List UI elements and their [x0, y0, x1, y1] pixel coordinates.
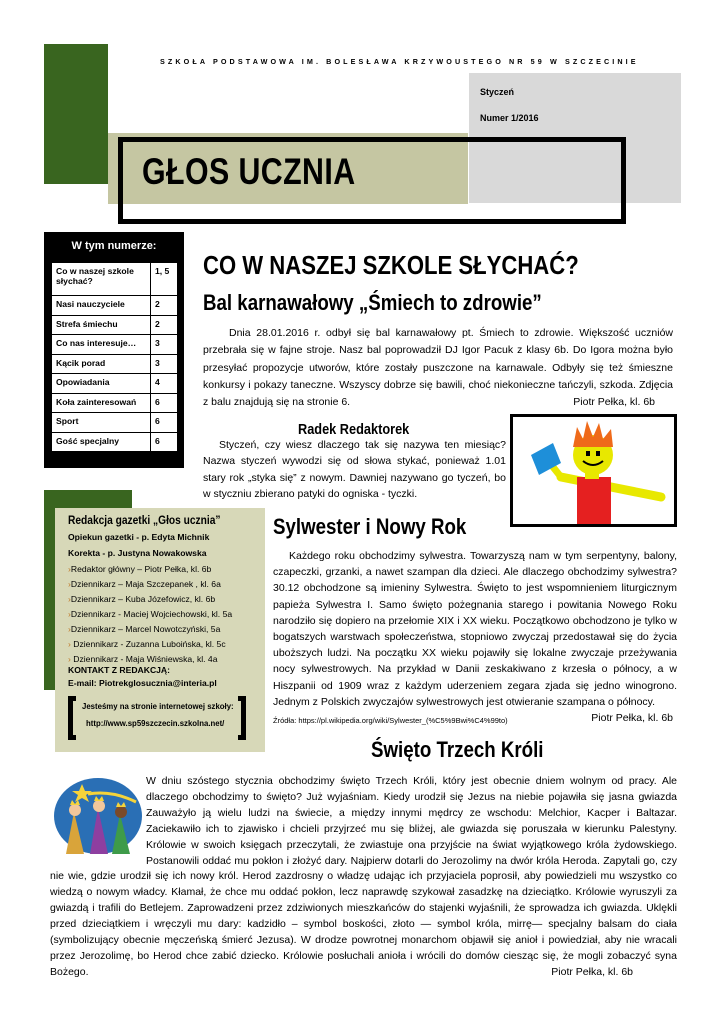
bracket-left: [68, 696, 76, 740]
bullet-icon: ›: [68, 609, 71, 619]
staff-member: [68, 594, 215, 604]
toc-row[interactable]: [52, 315, 178, 335]
staff-member-text: Dziennikarz – Maja Szczepanek , kl. 6a: [70, 579, 221, 589]
kings-text: W dniu szóstego stycznia obchodzimy święto Trzech Króli, który jest obecnie dniem wolnym od pracy. Ale dlaczego obchodzimy to święto? Już wyjaśniam. Kiedy urodził się Jezus na niebie pojawiła się jasna gwiazda Zauważyło ją wielu ludzi na świecie, a między innymi mędrcy ze wschodu: Melchior, Kacper i Baltazar. Zaciekawiło ich to zjawisko i chcieli przyjrzeć mu się bliżej, ale gwiazda się poruszała w kierunku Palestyny. Królowie w swoich księgach przeczytali, że zwiastuje ona przyjście na świat wyjątkowego króla żydowskiego. Postanowili oddać mu pokłon i złożyć dary. Najpierw dotarli do Jerozolimy na dwór króla Heroda. Zapytali go, czy nie wie, gdzie urodził się ich nowy król. Herod zazdrosny o władzę udając ich przyjaciela poprosił, aby powiedzieli mu wszystko co wiedzą o nowym władcy. Kłamał, że chce mu oddać pokłon, lecz naprawdę szykował zasadzkę na dzieciątko. Królowie wyruszyli za gwiazdą i trafili do Betlejem. Zaprowadzeni przez zdziwionych mieszkańców do stajenki wyjaśnili, że sprowadza ich gwiazda. Uklękli przed dzieciątkiem i wręczyli mu dary: kadzidło – symbol boskości, złoto — symbol króla, mirrę— specjalny balsam do ciała (symbolizujący obecnie męczeńską śmierć Jezusa). W drodze powrotnej monarchom objawił się anioł i powiedział, aby nie wracali przez Jerozolimę, bo Herod chce zabić dziecko. Królowie posłuchali anioła i wrócili do domów ciesząc się, że mogli zobaczyć syna Bożego.: [50, 775, 677, 978]
radek-heading: Radek Redaktorek: [298, 421, 410, 438]
toc-item-label: Gość specjalny: [52, 432, 151, 452]
website-label: Jesteśmy na stronie internetowej szkoły:: [82, 702, 234, 711]
toc-item-label: Strefa śmiechu: [52, 315, 151, 335]
contact-title: KONTAKT Z REDAKCJĄ:: [68, 665, 171, 675]
toc-item-page: 2: [151, 315, 178, 335]
staff-member-text: Dziennikarz - Maciej Wojciechowski, kl. 5a: [70, 609, 233, 619]
staff-member-text: Redaktor główny – Piotr Pełka, kl. 6b: [70, 564, 212, 574]
toc-row[interactable]: [52, 393, 178, 413]
toc-row[interactable]: [52, 432, 178, 452]
sidebar-korekta: Korekta - p. Justyna Nowakowska: [68, 548, 207, 558]
sylwester-heading: Sylwester i Nowy Rok: [273, 514, 467, 539]
contact-email[interactable]: E-mail: Piotrekglosucznia@interia.pl: [68, 678, 217, 688]
sylwester-signature: Piotr Pełka, kl. 6b: [591, 712, 673, 725]
issue-month: Styczeń: [480, 87, 515, 97]
toc-item-page: 1, 5: [151, 263, 178, 296]
website-link[interactable]: http://www.sp59szczecin.szkolna.net/: [86, 719, 225, 728]
sidebar-title: Redakcja gazetki „Głos ucznia”: [68, 513, 221, 527]
kings-article: [50, 774, 677, 981]
bullet-icon: ›: [68, 624, 71, 634]
toc-item-page: 2: [151, 296, 178, 316]
toc-row[interactable]: [52, 335, 178, 355]
toc-row[interactable]: [52, 374, 178, 394]
kings-heading: Święto Trzech Króli: [371, 737, 544, 762]
staff-member: [68, 609, 232, 619]
bullet-icon: ›: [68, 564, 71, 574]
section-heading: CO W NASZEJ SZKOLE SŁYCHAĆ?: [203, 250, 579, 280]
staff-member: [68, 579, 221, 589]
bracket-right: [238, 696, 246, 740]
kings-signature: Piotr Pełka, kl. 6b: [551, 965, 633, 978]
issue-number: Numer 1/2016: [480, 113, 539, 123]
bullet-icon: ›: [68, 579, 71, 589]
sylwester-article: [273, 548, 677, 726]
radek-text: Styczeń, czy wiesz dlaczego tak się nazywa ten miesiąc? Nazwa styczeń wywodzi się od słowa stykać, ponieważ 1.01 stary rok „styka się” z nowym. Dawniej nazywano go tyczeń, bo w styczniu zbierano patyki do ogniska - tyczki.: [203, 439, 506, 501]
toc-item-page: 4: [151, 374, 178, 394]
toc-row[interactable]: [52, 296, 178, 316]
toc-item-label: Co w naszej szkole słychać?: [52, 263, 151, 296]
toc-table: [51, 262, 178, 452]
toc-item-page: 6: [151, 432, 178, 452]
toc-item-page: 3: [151, 335, 178, 355]
header-green-block: [44, 44, 108, 184]
source-note: Źródła: https://pl.wikipedia.org/wiki/Sylwester_(%C5%9Bwi%C4%99to): [273, 716, 508, 725]
staff-member: [68, 624, 220, 634]
staff-member: [68, 639, 226, 649]
toc-item-label: Opowiadania: [52, 374, 151, 394]
toc-item-label: Co nas interesuje…: [52, 335, 151, 355]
toc-item-label: Koła zainteresowań: [52, 393, 151, 413]
bullet-icon: ›: [68, 639, 71, 649]
toc-row[interactable]: [52, 413, 178, 433]
staff-member-text: Dziennikarz – Kuba Józefowicz, kl. 6b: [70, 594, 216, 604]
toc-item-page: 6: [151, 413, 178, 433]
toc-item-page: 3: [151, 354, 178, 374]
bal-article: [203, 325, 673, 411]
sidebar-opiekun: Opiekun gazetki - p. Edyta Michnik: [68, 532, 210, 542]
toc-row[interactable]: [52, 354, 178, 374]
bal-text: Dnia 28.01.2016 r. odbył się bal karnawałowy pt. Śmiech to zdrowie. Większość uczniów przebrała się w fajne stroje. Nasz bal poprowadził DJ Igor Pacuk z klasy 6b. Do Igora można było przesyłać propozycje utworów, które zostały puszczone na karnawale. Odbyły się też śmieszne konkursy i pokazy taneczne. Wszyscy dobrze się bawili, choć niekonieczne tańczyli, szkoda. Zdjęcia z balu znajdują się na stronie 6.: [203, 327, 673, 409]
toc-row[interactable]: [52, 263, 178, 296]
toc-item-page: 6: [151, 393, 178, 413]
staff-member: [68, 564, 211, 574]
bullet-icon: ›: [68, 654, 71, 664]
sylwester-text: Każdego roku obchodzimy sylwestra. Towarzyszą nam w tym serpentyny, balony, czapeczki, grzanki, a nawet szampan dla dzieci. Ale dlaczego obchodzimy sylwestra? 30.12 obchodzone są imieniny Sylwestra. Święto to jest wspomnieniem liturgicznym papieża Sylwestra I. Samo święto pożegnania starego i powitania Nowego Roku narodziło się dopiero na przełomie XIX i XX wieku. Początkowo obchodzono je tylko w bogatszych warstwach społeczeństwa, stopniowo zwyczaj przedostawał się do życia uboższych ludzi. Na początku XX wieku pojawiły się lokalne zwyczaje przeżywania nocy sylwestrowych. Na przykład w Danii zeskakiwano z krzesła o północy, a w Hiszpanii od 1909 wraz z każdym uderzeniem zegara zjada się jedno winogrono. Jednym z Polskich zwyczajów sylwestrowych jest otwieranie szampana o północy.: [273, 550, 677, 708]
staff-member: [68, 654, 218, 664]
toc-item-label: Nasi nauczyciele: [52, 296, 151, 316]
staff-member-text: Dziennikarz - Zuzanna Luboińska, kl. 5c: [70, 639, 226, 649]
school-name: SZKOŁA PODSTAWOWA IM. BOLESŁAWA KRZYWOUSTEGO NR 59 W SZCZECINIE: [160, 57, 639, 66]
toc-title: W tym numerze:: [71, 240, 157, 252]
staff-member-text: Dziennikarz – Marcel Nowotczyński, 5a: [70, 624, 221, 634]
bullet-icon: ›: [68, 594, 71, 604]
bal-signature: Piotr Pełka, kl. 6b: [573, 396, 655, 409]
staff-member-text: Dziennikarz - Maja Wiśniewska, kl. 4a: [70, 654, 218, 664]
radek-illustration: [510, 414, 677, 527]
toc-item-label: Sport: [52, 413, 151, 433]
newspaper-title: GŁOS UCZNIA: [142, 151, 356, 192]
bal-heading: Bal karnawałowy „Śmiech to zdrowie”: [203, 290, 542, 315]
kings-spacer: [50, 774, 146, 854]
toc-item-label: Kącik porad: [52, 354, 151, 374]
